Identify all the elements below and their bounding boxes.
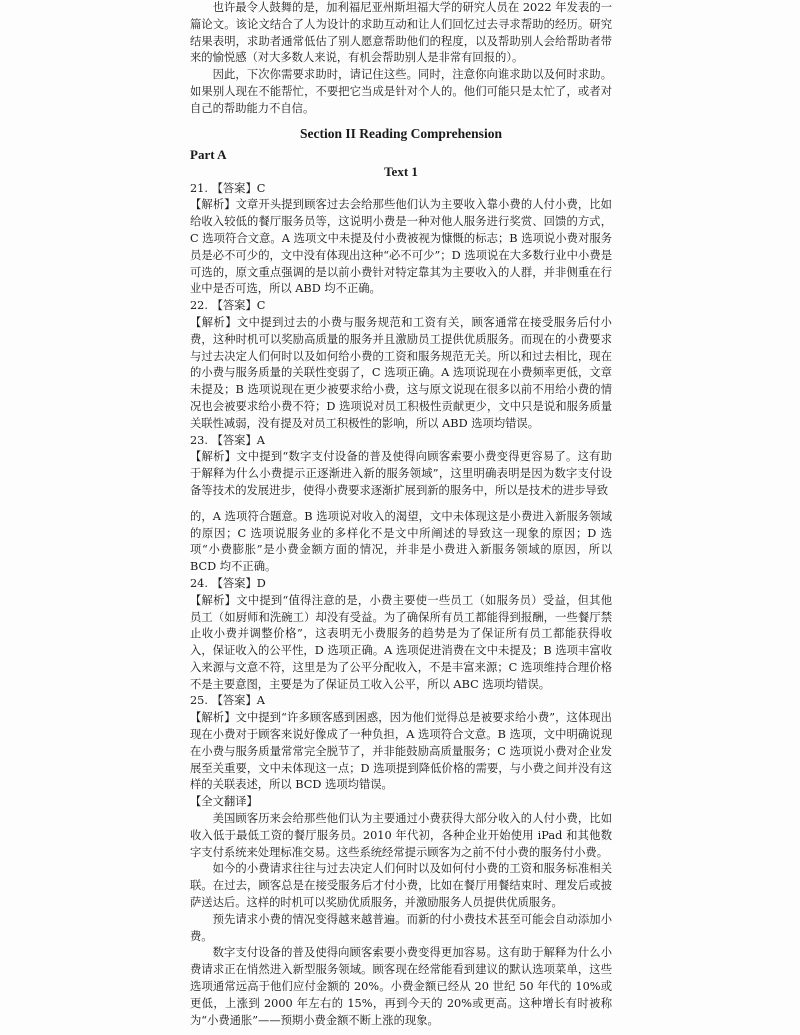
translation-paragraph-1: 美国顾客历来会给那些他们认为主要通过小费获得大部分收入的人付小费，比如收入低于最低工资的餐厅服务员。2010 年代初，各种企业开始使用 iPad 和其他数字支付系统来处理标准交易。这些系统经常提示顾客为之前不付小费的服务付小费。 <box>190 812 612 859</box>
translation-paragraph-4: 数字支付设备的普及使得向顾客索要小费变得更加容易。这有助于解释为什么小费请求正在悄然进入新型服务领域。顾客现在经常能看到建议的默认选项菜单，这些选项通常远高于他们应付金额的 20%。小费金额已经从 20 世纪 50 年代的 10%或更低，上涨到 2000 年左右的 15%，再到今天的 20%或更高。这种增长有时被称为“小费通胀”——预期小费金额不断上涨的现象。 <box>190 946 612 1027</box>
section-title: Section II Reading Comprehension <box>300 125 502 141</box>
analysis-text: 文中提到“许多顾客感到困惑，因为他们觉得总是被要求给小费”，这体现出现在小费对于顾客来说好像成了一种负担，A 选项符合文意。B 选项，文中明确说现在小费与服务质量常常完全脱节了，并非能鼓励高质量服务；C 选项说小费对企业发展至关重要，文中未体现这一点；D 选项提到降低价格的需要，与小费之间并没有这样的关联表述，所以 BCD 选项均错误。 <box>190 711 612 792</box>
part-title: Part A <box>190 146 227 162</box>
question-23-analysis <box>190 449 612 499</box>
answer-label: 【答案】C <box>211 181 266 195</box>
question-number: 23. <box>190 433 208 447</box>
translation-paragraph-3: 预先请求小费的情况变得越来越普遍。而新的付小费技术甚至可能会自动添加小费。 <box>190 912 612 943</box>
question-25-analysis <box>190 710 612 794</box>
analysis-tag: 【解析】 <box>190 593 237 607</box>
analysis-tag: 【解析】 <box>190 450 237 464</box>
question-23-answer <box>190 433 612 450</box>
question-number: 22. <box>190 299 208 313</box>
answer-label: 【答案】C <box>211 299 266 313</box>
analysis-tag: 【解析】 <box>190 711 236 725</box>
analysis-text: 文章开头提到顾客过去会给那些他们认为主要收入靠小费的人付小费，比如给收入较低的餐厅服务员等，这说明小费是一种对他人服务进行奖赏、回馈的方式，C 选项符合文意。A 选项文中未提及付小费被视为慷慨的标志；B 选项说小费对服务员是必不可少的，文中没有体现出这种“必不可少”；D 选项说在大多数行业中小费是可选的，原文重点强调的是以前小费针对特定靠其为主要收入的人群，并非侧重在行业中是否可选，所以 ABD 均不正确。 <box>190 198 612 296</box>
question-21-answer <box>190 181 612 198</box>
question-number: 21. <box>190 181 208 195</box>
question-21-analysis <box>190 197 612 298</box>
intro-paragraph-2: 因此，下次你需要求助时，请记住这些。同时，注意你向谁求助以及何时求助。如果别人现在不能帮忙，不要把它当成是针对个人的。他们可能只是太忙了，或者对自己的帮助能力不自信。 <box>190 68 612 115</box>
analysis-tag: 【解析】 <box>190 198 236 212</box>
document-column <box>190 0 612 1029</box>
translation-paragraph-2: 如今的小费请求往往与过去决定人们何时以及如何付小费的工资和服务标准相关联。在过去，顾客总是在接受服务后才付小费，比如在餐厅用餐结束时、理发后或披萨送达后。这样的时机可以奖励优质服务，并激励服务人员提供优质服务。 <box>190 862 612 910</box>
question-23-analysis-continued: 的，A 选项符合题意。B 选项说对收入的渴望，文中未体现这是小费进入新服务领域的原因；C 选项说服务业的多样化不是文中所阐述的导致这一现象的原因；D 选项“小费膨胀”是小费金额方面的情况，并非是小费进入新服务领域的原因，所以 BCD 均不正确。 <box>190 509 612 574</box>
analysis-text: 文中提到过去的小费与服务规范和工资有关，顾客通常在接受服务后付小费，这种时机可以奖励高质量的服务并且激励员工提供优质服务。而现在的小费要求与过去决定人们何时以及如何给小费的工资和服务规范无关。所以和过去相比，现在的小费与服务质量的关联性变弱了，C 选项正确。A 选项说现在小费频率更低，文章未提及；B 选项说现在更少被要求给小费，这与原文说现在很多以前不用给小费的情况也会被要求给小费不符；D 选项说对员工积极性贡献更少，文中只是说和服务质量关联性减弱，没有提及对员工积极性的影响，所以 ABD 选项均错误。 <box>190 315 612 430</box>
question-22-analysis <box>190 315 612 433</box>
answer-label: 【答案】A <box>211 694 265 708</box>
text-title: Text 1 <box>384 163 418 179</box>
analysis-tag: 【解析】 <box>190 315 237 329</box>
question-number: 24. <box>190 576 208 590</box>
intro-paragraph-1: 也许最令人鼓舞的是，加利福尼亚州斯坦福大学的研究人员在 2022 年发表的一篇论文。该论文结合了人为设计的求助互动和让人们回忆过去寻求帮助的经历。研究结果表明，求助者通常低估了别人愿意帮助他们的程度，以及帮助别人会给帮助者带来的愉悦感（对大多数人来说，有机会帮助别人是非常有回报的）。 <box>190 1 612 65</box>
page-break-gap <box>190 500 612 509</box>
answer-label: 【答案】A <box>211 433 265 447</box>
analysis-text: 文中提到“值得注意的是，小费主要使一些员工（如服务员）受益，但其他员工（如厨师和洗碗工）却没有受益。为了确保所有员工都能得到报酬，一些餐厅禁止收小费并调整价格”，这表明无小费服务的趋势是为了保证所有员工都能获得收入，保证收入的公平性，D 选项正确。A 选项促进消费在文中未提及；B 选项丰富收入来源与文意不符，这里是为了公平分配收入，不是丰富来源；C 选项维持合理价格不是主要意图，主要是为了保证员工收入公平，所以 ABC 选项均错误。 <box>190 593 612 691</box>
answer-label: 【答案】D <box>211 576 266 590</box>
translation-heading: 【全文翻译】 <box>190 795 258 809</box>
question-22-answer <box>190 298 612 315</box>
question-24-analysis <box>190 593 612 694</box>
question-number: 25. <box>190 694 208 708</box>
question-24-answer <box>190 576 612 593</box>
question-25-answer <box>190 693 612 710</box>
analysis-text: 文中提到“数字支付设备的普及使得向顾客索要小费变得更容易了。这有助于解释为什么小费提示正逐渐进入新的服务领域”，这里明确表明是因为数字支付设备等技术的发展进步，使得小费要求逐渐扩展到新的服务中，所以是技术的进步导致 <box>190 450 612 497</box>
